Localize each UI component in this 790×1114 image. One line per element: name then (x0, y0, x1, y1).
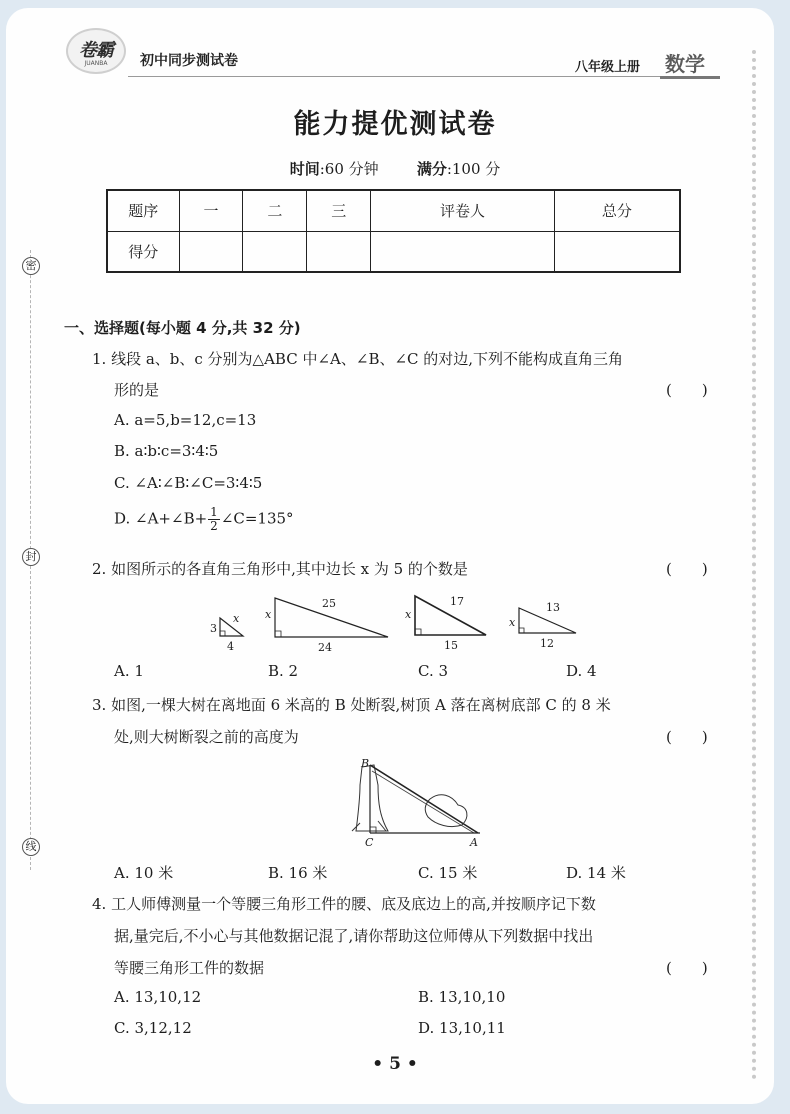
q4-option-d[interactable]: D. 13,10,11 (418, 1019, 506, 1037)
triangle-1 (210, 612, 243, 653)
t2-side-label: x (265, 608, 272, 621)
score-cell[interactable] (554, 231, 680, 272)
q1-option-d[interactable] (114, 506, 294, 533)
q1-option-d-pre: D. ∠A+∠B+ (114, 509, 208, 528)
score-row-label: 得分 (107, 231, 179, 272)
brand-logo (66, 28, 126, 74)
score-table-header-cell: 一 (179, 190, 243, 231)
right-dotted-border (752, 50, 756, 1080)
fraction-denominator: 2 (210, 519, 218, 533)
q3-option-a[interactable]: A. 10 米 (114, 864, 174, 882)
q4-option-b[interactable]: B. 13,10,10 (418, 988, 506, 1006)
q3-option-b[interactable]: B. 16 米 (268, 864, 328, 882)
header-rule (128, 76, 718, 77)
triangle-4 (509, 601, 576, 650)
section-heading: 一、选择题(每小题 4 分,共 32 分) (64, 319, 301, 337)
q1-option-b[interactable]: B. a∶b∶c=3∶4∶5 (114, 442, 219, 460)
q3-option-c[interactable]: C. 15 米 (418, 864, 478, 882)
q1-option-a[interactable]: A. a=5,b=12,c=13 (114, 411, 257, 429)
q2-answer-paren[interactable]: ( ) (666, 560, 708, 578)
side-mark-mi: 密 (22, 257, 40, 275)
score-table (106, 189, 681, 273)
q4-option-a[interactable]: A. 13,10,12 (114, 988, 202, 1006)
q2-option-b[interactable]: B. 2 (268, 662, 299, 680)
q3-stem-line2: 处,则大树断裂之前的高度为 (114, 728, 299, 746)
q4-stem-line2: 据,量完后,不小心与其他数据记混了,请你帮助这位师傅从下列数据中找出 (114, 927, 594, 945)
score-table-header-cell: 二 (243, 190, 307, 231)
q4-stem-line1: 4. 工人师傅测量一个等腰三角形工件的腰、底及底边上的高,并按顺序记下数 (92, 895, 596, 913)
page-title: 能力提优测试卷 (293, 109, 497, 140)
q3-broken-tree-figure (0, 755, 790, 855)
score-cell[interactable] (179, 231, 243, 272)
t3-hyp-label: 17 (450, 595, 464, 608)
score-cell[interactable] (307, 231, 371, 272)
fallen-trunk-edge (372, 771, 474, 833)
q1-stem-line2: 形的是 (114, 381, 160, 399)
score-cell[interactable] (243, 231, 307, 272)
label-c: C (365, 836, 374, 849)
fraction-half (208, 506, 220, 533)
grade-label: 八年级上册 (575, 60, 641, 75)
label-a: A (470, 836, 478, 849)
q2-stem: 2. 如图所示的各直角三角形中,其中边长 x 为 5 的个数是 (92, 560, 468, 578)
tree-trunk (356, 765, 388, 831)
q1-option-d-post: ∠C=135° (220, 509, 294, 528)
score-cell[interactable] (371, 231, 555, 272)
q3-stem-line1: 3. 如图,一棵大树在离地面 6 米高的 B 处断裂,树顶 A 落在离树底部 C 的 8 米 (92, 696, 611, 714)
q2-option-d[interactable]: D. 4 (566, 662, 597, 680)
q4-option-c[interactable]: C. 3,12,12 (114, 1019, 192, 1037)
page-number: • 5 • (372, 1054, 418, 1074)
score-table-header-cell: 评卷人 (371, 190, 555, 231)
q4-stem-line3: 等腰三角形工件的数据 (114, 959, 265, 977)
t3-base-label: 15 (444, 639, 458, 652)
fraction-numerator: 1 (210, 505, 218, 519)
score-table-header-cell: 三 (307, 190, 371, 231)
q2-option-c[interactable]: C. 3 (418, 662, 449, 680)
series-name: 初中同步测试卷 (140, 53, 238, 69)
t1-base-label: 4 (227, 640, 234, 653)
triangle-3 (405, 595, 486, 652)
t1-hyp-label: x (233, 612, 240, 625)
q3-answer-paren[interactable]: ( ) (666, 728, 708, 746)
exam-meta (0, 158, 790, 179)
t2-base-label: 24 (318, 641, 332, 654)
score-table-header-cell: 总分 (554, 190, 680, 231)
t4-side-label: x (509, 616, 516, 629)
subject-label: 数学 (665, 52, 705, 76)
q4-answer-paren[interactable]: ( ) (666, 959, 708, 977)
t4-hyp-label: 13 (546, 601, 560, 614)
q1-answer-paren[interactable]: ( ) (666, 381, 708, 399)
side-mark-feng: 封 (22, 548, 40, 566)
right-angle-mark (370, 827, 376, 833)
q2-triangles-figure (0, 590, 790, 660)
triangle-2 (265, 597, 388, 654)
t2-hyp-label: 25 (322, 597, 336, 610)
fallen-trunk (370, 765, 478, 833)
t4-base-label: 12 (540, 637, 554, 650)
full-score-label: 满分 (416, 160, 447, 178)
score-table-row (107, 231, 680, 272)
logo-subtext: JUANBA (84, 60, 108, 67)
t1-side-label: 3 (210, 622, 217, 635)
score-table-header-cell: 题序 (107, 190, 179, 231)
logo-text: 卷霸 (79, 40, 113, 61)
q1-stem-line1: 1. 线段 a、b、c 分别为△ABC 中∠A、∠B、∠C 的对边,下列不能构成直角三角 (92, 350, 624, 368)
score-table-header-row (107, 190, 680, 231)
time-value: :60 分钟 (319, 160, 379, 178)
q1-option-c[interactable]: C. ∠A∶∠B∶∠C=3∶4∶5 (114, 474, 263, 492)
t3-side-label: x (405, 608, 412, 621)
subject-underline (660, 76, 720, 79)
full-score-value: :100 分 (446, 160, 501, 178)
label-b: B (361, 757, 370, 770)
q2-option-a[interactable]: A. 1 (114, 662, 144, 680)
time-label: 时间 (289, 160, 320, 178)
side-mark-xian: 线 (22, 838, 40, 856)
q3-option-d[interactable]: D. 14 米 (566, 864, 626, 882)
